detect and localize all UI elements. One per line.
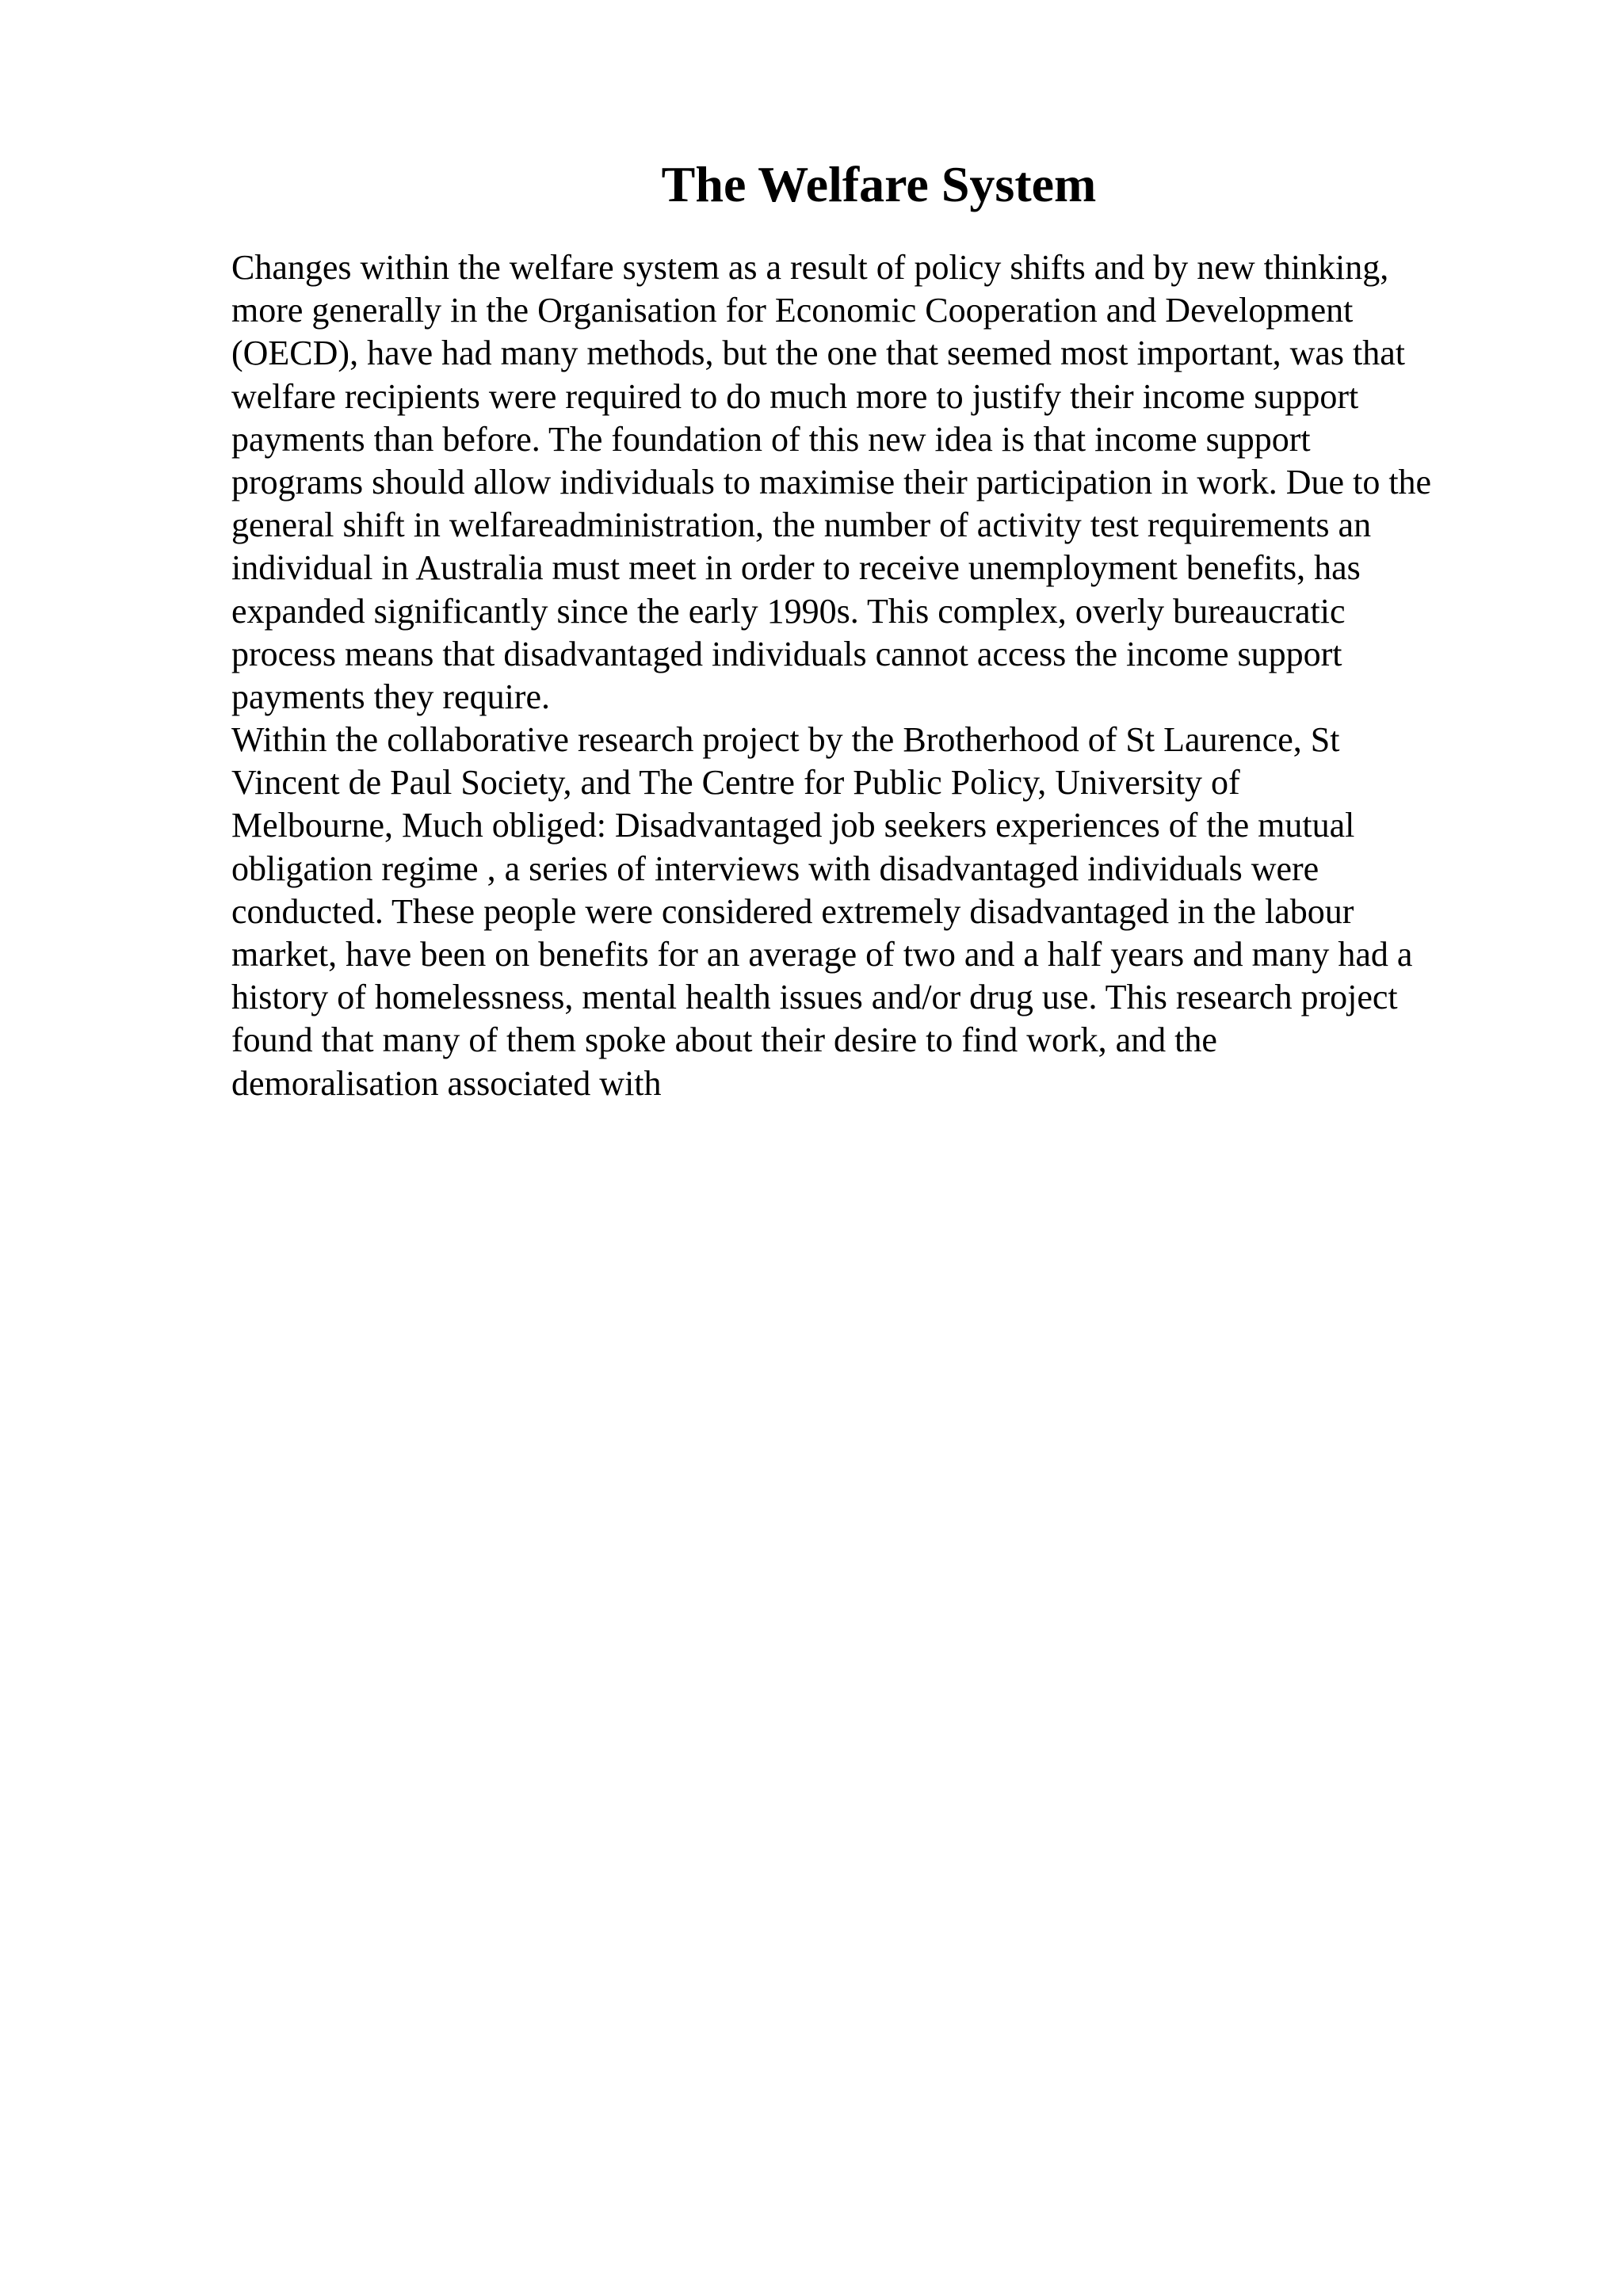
body-line: programs should allow individuals to maximise their participation in work. Due to the [231,462,1432,502]
body-line: obligation regime , a series of interviews with disadvantaged individuals were [231,849,1319,888]
body-line: more generally in the Organisation for Economic Cooperation and Development [231,291,1354,330]
body-line: found that many of them spoke about their desire to find work, and the [231,1020,1217,1060]
body-line: general shift in welfareadministration, the number of activity test requirements an [231,505,1372,545]
body-line: conducted. These people were considered extremely disadvantaged in the labour [231,891,1354,931]
body-line: Vincent de Paul Society, and The Centre for Public Policy, University of [231,763,1240,803]
body-line: Melbourne, Much obliged: Disadvantaged job seekers experiences of the mutual [231,806,1355,845]
body-line: payments than before. The foundation of this new idea is that income support [231,419,1311,459]
body-line: process means that disadvantaged individuals cannot access the income support [231,634,1342,673]
body-line: (OECD), have had many methods, but the one that seemed most important, was that [231,334,1406,373]
document-body [231,246,1515,1105]
body-line: history of homelessness, mental health issues and/or drug use. This research project [231,978,1398,1017]
body-line: individual in Australia must meet in order to receive unemployment benefits, has [231,548,1361,588]
body-line: market, have been on benefits for an average of two and a half years and many had a [231,935,1413,974]
body-line: payments they require. [231,677,550,716]
body-line: demoralisation associated with [231,1063,662,1103]
body-line: Changes within the welfare system as a result of policy shifts and by new thinking, [231,248,1389,287]
body-line: expanded significantly since the early 1990s. This complex, overly bureaucratic [231,591,1346,631]
body-line: welfare recipients were required to do much more to justify their income support [231,376,1359,416]
body-line: Within the collaborative research project by the Brotherhood of St Laurence, St [231,720,1340,760]
document-title: The Welfare System [661,156,1097,212]
